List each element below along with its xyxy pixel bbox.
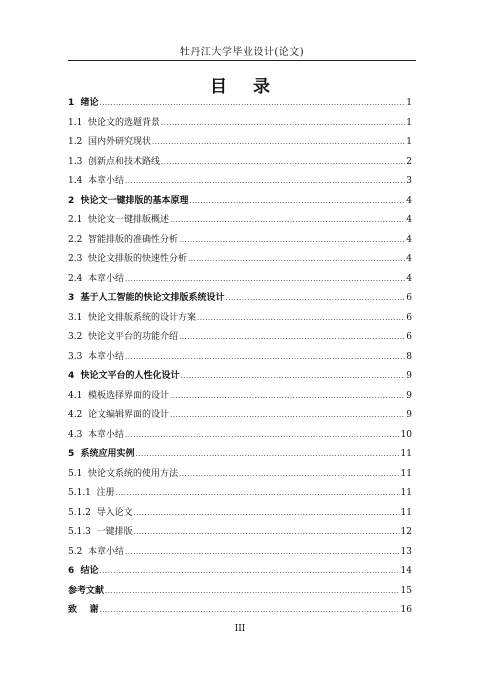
- toc-entry-label: 1 绪论: [68, 98, 99, 108]
- toc-entry-page: 11: [400, 468, 412, 479]
- toc-entry[interactable]: [68, 445, 412, 465]
- toc-leader-dots: [170, 211, 405, 231]
- toc-entry-label: 5.1.3 一键排版: [68, 527, 133, 537]
- toc-leader-dots: [100, 601, 400, 621]
- toc-leader-dots: [170, 387, 405, 407]
- toc-entry[interactable]: [68, 153, 412, 173]
- toc-entry[interactable]: [68, 348, 412, 368]
- toc-leader-dots: [197, 309, 405, 329]
- toc-entry-page: 9: [406, 371, 412, 381]
- toc-entry[interactable]: [68, 133, 412, 153]
- toc-leader-dots: [125, 270, 405, 290]
- toc-leader-dots: [125, 426, 400, 446]
- toc-entry[interactable]: [68, 484, 412, 504]
- toc-entry-label: 4.1 模板选择界面的设计: [68, 390, 170, 401]
- toc-entry-page: 1: [406, 117, 412, 128]
- toc-entry-page: 13: [400, 546, 412, 557]
- toc-leader-dots: [134, 504, 400, 524]
- toc-entry[interactable]: [68, 94, 412, 114]
- page-number: III: [234, 624, 246, 634]
- toc-entry[interactable]: [68, 426, 412, 446]
- toc-entry-page: 11: [400, 488, 412, 498]
- toc-entry-label: 4.3 本章小结: [68, 429, 125, 440]
- toc-entry-page: 4: [406, 215, 412, 225]
- toc-entry-label: 1.2 国内外研究现状: [68, 137, 152, 147]
- toc-entry[interactable]: [68, 309, 412, 329]
- toc-entry[interactable]: [68, 367, 412, 387]
- toc-entry[interactable]: [68, 543, 412, 563]
- toc-entry-page: 10: [400, 429, 412, 440]
- toc-entry-label: 参考文献: [68, 585, 105, 596]
- toc-entry-label: 1.4 本章小结: [68, 176, 125, 186]
- toc-leader-dots: [170, 406, 405, 426]
- toc-entry-label: 2.2 智能排版的准确性分析: [68, 234, 179, 245]
- toc-entry[interactable]: [68, 289, 412, 309]
- toc-leader-dots: [100, 94, 406, 114]
- running-header: 牡丹江大学毕业设计(论文): [179, 47, 305, 58]
- toc-leader-dots: [105, 582, 400, 602]
- toc-title: 目 录: [210, 77, 280, 97]
- toc-entry-page: 2: [406, 156, 412, 167]
- toc-leader-dots: [134, 523, 400, 543]
- toc-entry[interactable]: [68, 250, 412, 270]
- toc-leader-dots: [226, 289, 406, 309]
- toc-entry[interactable]: [68, 172, 412, 192]
- toc-entry[interactable]: [68, 523, 412, 543]
- toc-entry-label: 5.1 快论文系统的使用方法: [68, 468, 179, 479]
- toc-entry[interactable]: [68, 601, 412, 621]
- toc-leader-dots: [152, 133, 405, 153]
- toc-entry-page: 1: [406, 98, 412, 108]
- toc-entry-label: 致 谢: [68, 605, 99, 615]
- toc-leader-dots: [179, 231, 405, 251]
- toc-entry-page: 11: [400, 507, 412, 518]
- toc-entry-page: 4: [406, 195, 412, 206]
- toc-entry-page: 8: [406, 351, 412, 362]
- toc-entry-label: 4.2 论文编辑界面的设计: [68, 410, 170, 420]
- header-rule: [68, 60, 416, 61]
- toc-entry-label: 2.4 本章小结: [68, 273, 125, 284]
- table-of-contents: [68, 94, 412, 621]
- toc-entry-page: 16: [400, 605, 412, 615]
- toc-entry-label: 3 基于人工智能的快论文排版系统设计: [68, 293, 225, 303]
- toc-entry[interactable]: [68, 562, 412, 582]
- toc-entry-page: 15: [400, 585, 412, 596]
- toc-entry-label: 5 系统应用实例: [68, 449, 135, 459]
- toc-entry-page: 4: [406, 234, 412, 245]
- toc-entry[interactable]: [68, 328, 412, 348]
- toc-entry-label: 1.3 创新点和技术路线: [68, 156, 161, 167]
- toc-entry-label: 2.3 快论文排版的快速性分析: [68, 254, 188, 264]
- toc-entry-page: 9: [406, 390, 412, 401]
- toc-entry[interactable]: [68, 270, 412, 290]
- toc-entry-page: 4: [406, 254, 412, 264]
- toc-entry-label: 5.1.1 注册: [68, 488, 115, 498]
- toc-leader-dots: [181, 367, 406, 387]
- toc-leader-dots: [136, 445, 400, 465]
- toc-entry-label: 3.1 快论文排版系统的设计方案: [68, 312, 197, 323]
- toc-leader-dots: [161, 114, 405, 134]
- toc-entry-label: 6 结论: [68, 566, 99, 576]
- toc-entry-page: 6: [406, 312, 412, 323]
- toc-entry[interactable]: [68, 465, 412, 485]
- toc-entry[interactable]: [68, 211, 412, 231]
- toc-leader-dots: [188, 250, 405, 270]
- toc-leader-dots: [125, 172, 405, 192]
- toc-entry-label: 2.1 快论文一键排版概述: [68, 215, 170, 225]
- toc-entry-label: 3.3 本章小结: [68, 351, 125, 362]
- toc-entry-page: 1: [406, 137, 412, 147]
- toc-entry[interactable]: [68, 504, 412, 524]
- toc-entry-label: 3.2 快论文平台的功能介绍: [68, 332, 179, 342]
- toc-entry[interactable]: [68, 406, 412, 426]
- toc-leader-dots: [100, 562, 400, 582]
- toc-entry-page: 12: [400, 527, 412, 537]
- toc-entry[interactable]: [68, 231, 412, 251]
- toc-leader-dots: [179, 465, 400, 485]
- toc-entry-page: 6: [406, 332, 412, 342]
- toc-leader-dots: [116, 484, 400, 504]
- toc-entry-page: 3: [406, 176, 412, 186]
- toc-entry-label: 2 快论文一键排版的基本原理: [68, 195, 189, 206]
- toc-entry-page: 9: [406, 410, 412, 420]
- toc-entry[interactable]: [68, 192, 412, 212]
- toc-entry[interactable]: [68, 114, 412, 134]
- toc-entry[interactable]: [68, 387, 412, 407]
- toc-leader-dots: [125, 543, 400, 563]
- toc-entry-label: 5.1.2 导入论文: [68, 507, 133, 518]
- toc-leader-dots: [190, 192, 406, 212]
- toc-entry[interactable]: [68, 582, 412, 602]
- toc-leader-dots: [161, 153, 405, 173]
- toc-entry-label: 4 快论文平台的人性化设计: [68, 371, 180, 381]
- toc-entry-page: 6: [406, 293, 412, 303]
- toc-entry-page: 14: [400, 566, 412, 576]
- toc-entry-label: 5.2 本章小结: [68, 546, 125, 557]
- toc-entry-label: 1.1 快论文的选题背景: [68, 117, 161, 128]
- toc-entry-page: 4: [406, 273, 412, 284]
- toc-leader-dots: [179, 328, 405, 348]
- toc-leader-dots: [125, 348, 405, 368]
- toc-entry-page: 11: [400, 449, 412, 459]
